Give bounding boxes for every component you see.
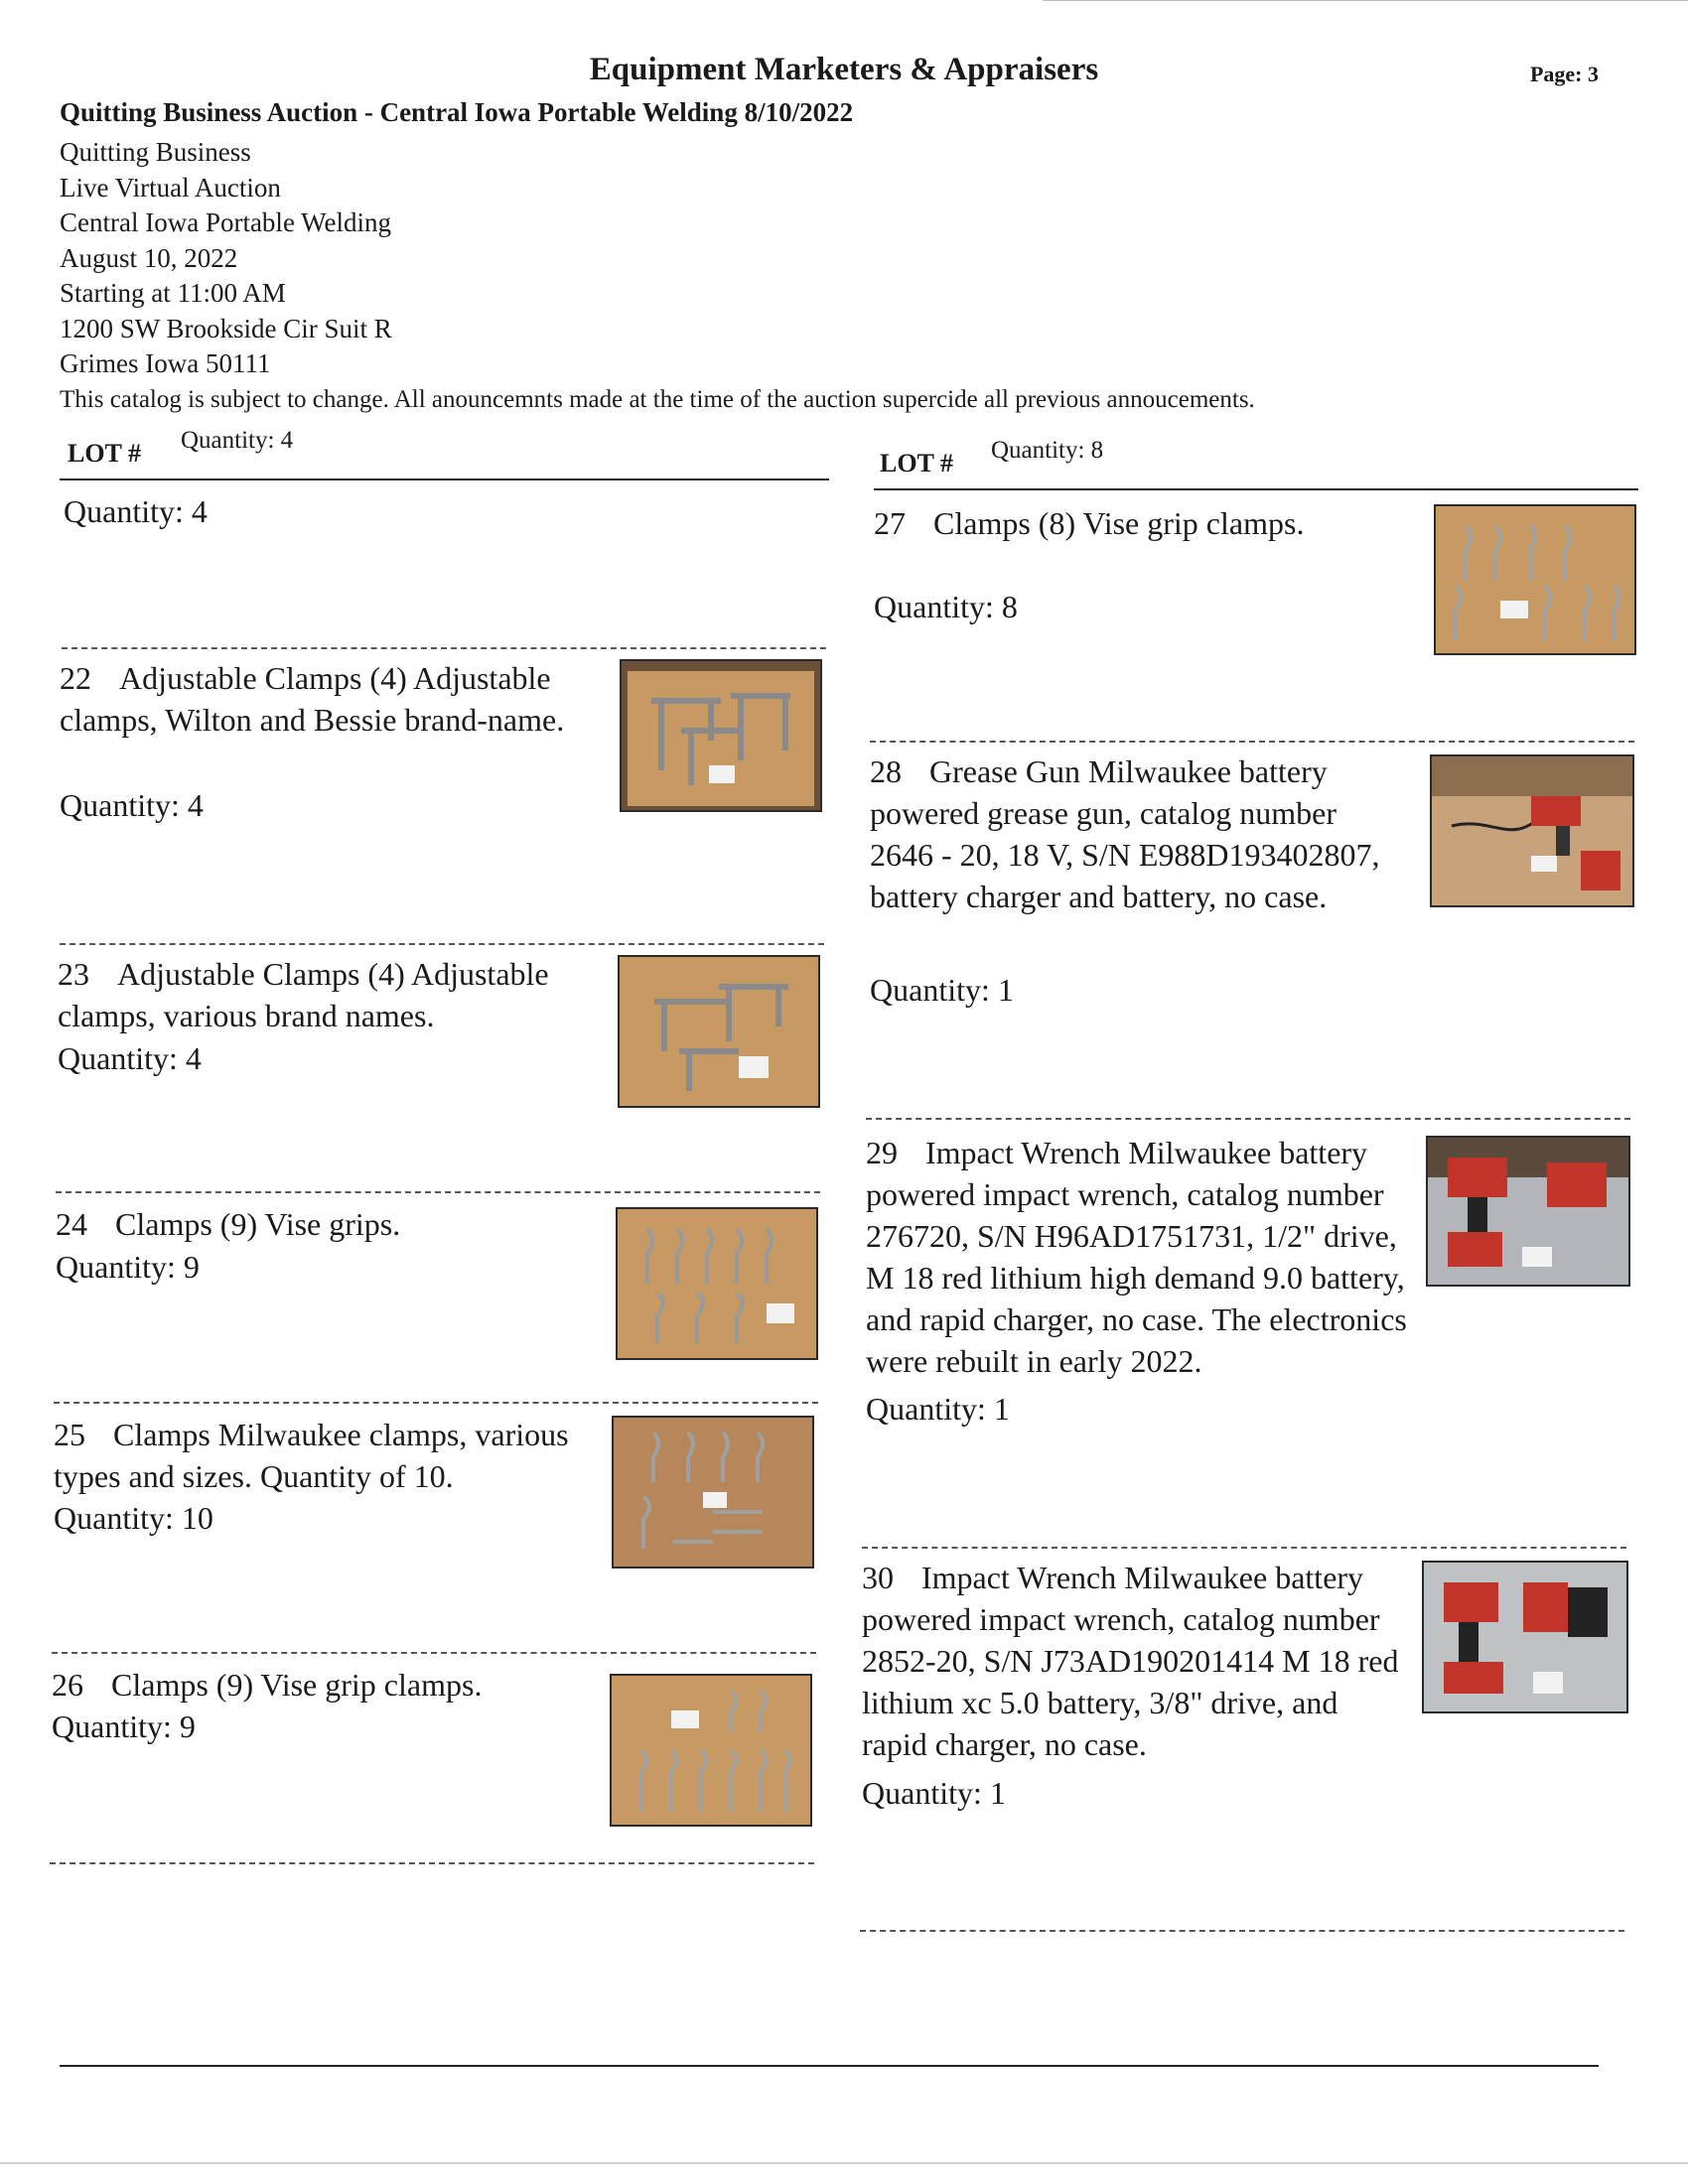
adjustable-clamps-photo [620, 659, 822, 812]
lot-quantity: Quantity: 10 [54, 1500, 213, 1536]
right-header-rule [874, 488, 1638, 490]
page-number: Page: 3 [1529, 62, 1599, 86]
left-lot-header: LOT # [68, 439, 141, 468]
auction-info [60, 135, 1255, 417]
lot-description: Adjustable Clamps (4) Adjustable clamps, various brand names. [58, 956, 549, 1033]
lot-divider [52, 1652, 816, 1654]
grease-gun-photo [1430, 754, 1634, 907]
lot-23 [58, 953, 614, 1036]
lot-29 [866, 1132, 1412, 1382]
lot-quantity: Quantity: 1 [870, 972, 1014, 1008]
lot-26 [52, 1664, 608, 1706]
lot-number: 24 [56, 1206, 87, 1242]
lot-divider [860, 1930, 1624, 1932]
lot-divider [56, 1191, 820, 1193]
left-quantity-header: Quantity: 4 [181, 427, 294, 454]
lot-divider [54, 1402, 818, 1404]
lot-description: Adjustable Clamps (4) Adjustable clamps, Wilton and Bessie brand-name. [60, 660, 565, 738]
lot-quantity: Quantity: 4 [60, 787, 204, 823]
lot-description: Impact Wrench Milwaukee battery powered impact wrench, catalog number 2852-20, S/N J73AD190201414 M 18 red lithium xc 5.0 battery, 3/8" drive, and rapid charger, no case. [862, 1560, 1399, 1762]
lot-number: 28 [870, 753, 902, 789]
impact-wrench-photo [1422, 1561, 1628, 1713]
info-line: Central Iowa Portable Welding [60, 207, 391, 237]
lot-divider [62, 647, 826, 649]
vise-grips-photo [1434, 504, 1636, 655]
lot-quantity: Quantity: 1 [862, 1775, 1006, 1811]
company-name: Equipment Marketers & Appraisers [589, 52, 1099, 87]
vise-grips-photo [616, 1207, 818, 1360]
info-line: August 10, 2022 [60, 242, 238, 273]
left-header-rule [60, 478, 829, 480]
vise-grips-photo [612, 1416, 814, 1569]
info-line: Quitting Business [60, 137, 251, 167]
lot-24 [56, 1203, 612, 1245]
lot-27 [874, 502, 1410, 544]
carried-quantity: Quantity: 4 [64, 493, 208, 529]
info-line: 1200 SW Brookside Cir Suit R [60, 313, 392, 343]
lot-divider [50, 1862, 814, 1864]
lot-divider [870, 741, 1634, 743]
lot-description: Clamps (9) Vise grips. [115, 1206, 401, 1242]
lot-quantity: Quantity: 9 [52, 1708, 196, 1744]
vise-grips-photo [610, 1674, 812, 1827]
lot-description: Grease Gun Milwaukee battery powered grease gun, catalog number 2646 - 20, 18 V, S/N E988D193402807, battery charger and battery, no case. [870, 753, 1380, 914]
lot-number: 25 [54, 1417, 85, 1452]
lot-divider [862, 1547, 1626, 1549]
lot-25 [54, 1414, 610, 1497]
lot-number: 23 [58, 956, 89, 992]
impact-wrench-photo [1426, 1136, 1630, 1287]
lot-22 [60, 657, 616, 741]
lot-divider [60, 943, 824, 945]
info-line: Live Virtual Auction [60, 172, 281, 203]
lot-description: Clamps Milwaukee clamps, various types and sizes. Quantity of 10. [54, 1417, 569, 1494]
lot-quantity: Quantity: 8 [874, 589, 1018, 624]
lot-number: 30 [862, 1560, 894, 1595]
info-line: Starting at 11:00 AM [60, 278, 286, 308]
lot-30 [862, 1557, 1408, 1765]
scan-top-edge [1043, 0, 1688, 1]
disclaimer: This catalog is subject to change. All anouncemnts made at the time of the auction supercide all previous annoucements. [60, 385, 1255, 413]
lot-number: 29 [866, 1135, 898, 1170]
right-lot-header: LOT # [880, 449, 953, 478]
scan-bottom-edge [0, 2162, 1688, 2164]
lot-description: Clamps (8) Vise grip clamps. [933, 505, 1305, 541]
right-quantity-header: Quantity: 8 [991, 437, 1104, 464]
lot-number: 26 [52, 1667, 83, 1703]
lot-description: Clamps (9) Vise grip clamps. [111, 1667, 483, 1703]
lot-quantity: Quantity: 9 [56, 1249, 200, 1285]
auction-title: Quitting Business Auction - Central Iowa Portable Welding 8/10/2022 [60, 97, 854, 127]
info-line: Grimes Iowa 50111 [60, 348, 271, 378]
lot-number: 22 [60, 660, 91, 696]
adjustable-clamps-photo [618, 955, 820, 1108]
lot-divider [866, 1118, 1630, 1120]
lot-number: 27 [874, 505, 906, 541]
lot-28 [870, 751, 1406, 917]
footer-rule [60, 2065, 1599, 2067]
lot-quantity: Quantity: 1 [866, 1391, 1010, 1427]
lot-quantity: Quantity: 4 [58, 1040, 202, 1076]
lot-description: Impact Wrench Milwaukee battery powered impact wrench, catalog number 276720, S/N H96AD1751731, 1/2" drive, M 18 red lithium high demand 9.0 battery, and rapid charger, no case. The electronics were rebuilt in early 2022. [866, 1135, 1407, 1379]
